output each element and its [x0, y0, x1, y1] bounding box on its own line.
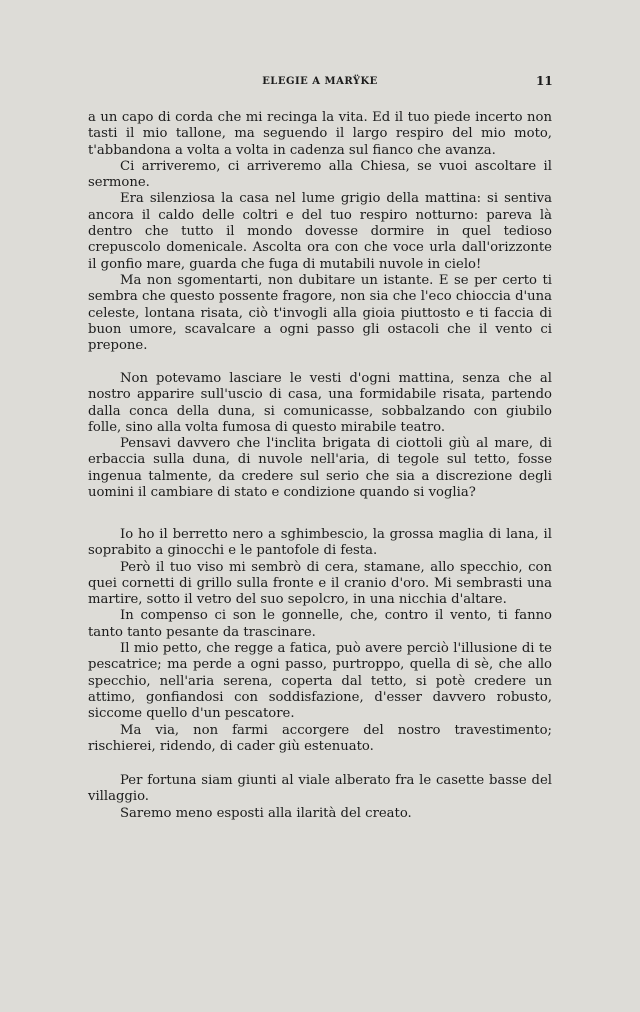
paragraph: Ma non sgomentarti, non dubitare un istante. E se per certo ti sembra che questo possente fragore, non sia che l'eco chioccia d'una celeste, lontana risata, ciò t'invogli alla gioia piuttosto e ti faccia di buon umore, scavalcare a ogni passo gli ostacoli che il vento ci prepone. [88, 272, 552, 354]
running-title: ELEGIE A MARŸKE [262, 76, 378, 87]
paragraph: In compenso ci son le gonnelle, che, contro il vento, ti fanno tanto tanto pesante da trascinare. [88, 608, 552, 640]
page-number: 11 [536, 74, 553, 88]
text-section-2 [88, 371, 552, 501]
text-section-3 [88, 527, 552, 755]
paragraph: Saremo meno esposti alla ilarità del creato. [120, 805, 412, 821]
paragraph: Pensavi davvero che l'inclita brigata di ciottoli giù al mare, di erbaccia sulla duna, di nuvole nell'aria, di tegole sul tetto, fosse ingenua talmente, da credere sul serio che sia a discrezione degli uomini il cambiare di stato e condizione quando si voglia? [88, 436, 552, 501]
paragraph: a un capo di corda che mi recinga la vita. Ed il tuo piede incerto non tasti il mio tallone, ma seguendo il largo respiro del mio moto, t'abbandona a volta a volta in cadenza sul fianco che avanza. [88, 110, 552, 158]
paragraph: Io ho il berretto nero a sghimbescio, la grossa maglia di lana, il soprabito a ginocchi e le pantofole di festa. [88, 527, 552, 559]
paragraph: Ma via, non farmi accorgere del nostro travestimento; rischierei, ridendo, di cader giù estenuato. [88, 722, 552, 754]
paragraph: Ci arriveremo, ci arriveremo alla Chiesa, se vuoi ascoltare il sermone. [88, 158, 552, 191]
paragraph: Era silenziosa la casa nel lume grigio della mattina: si sentiva ancora il caldo delle coltri e del tuo respiro notturno: pareva là dentro che tutto il mondo dovesse dormire in quel tedioso crepuscolo domenicale. Ascolta ora con che voce urla dall'orizzonte il gonfio mare, guarda che fuga di mutabili nuvole in cielo! [88, 191, 552, 272]
paragraph: Però il tuo viso mi sembrò di cera, stamane, allo specchio, con quei cornetti di grillo sulla fronte e il cranio d'oro. Mi sembrasti una martire, sotto il vetro del suo sepolcro, in una nicchia d'altare. [88, 559, 552, 608]
paragraph: Per fortuna siam giunti al viale alberato fra le casette basse del villaggio. [88, 773, 552, 805]
text-section-4 [88, 773, 552, 822]
paragraph: Non potevamo lasciare le vesti d'ogni mattina, senza che al nostro apparire sull'uscio di casa, una formidabile risata, partendo dalla conca della duna, si comunicasse, sobbalzando con giubilo folle, sino alla volta fumosa di questo mirabile teatro. [88, 371, 552, 435]
paragraph: Il mio petto, che regge a fatica, può avere perciò l'illusione di te pescatrice; ma perde a ogni passo, purtroppo, quella di sè, che allo specchio, nell'aria serena, coperta dal tetto, si potè credere un attimo, gonfiandosi con soddisfazione, d'esser davvero robusto, siccome quello d'un pescatore. [88, 641, 552, 722]
text-section-1 [88, 110, 552, 354]
